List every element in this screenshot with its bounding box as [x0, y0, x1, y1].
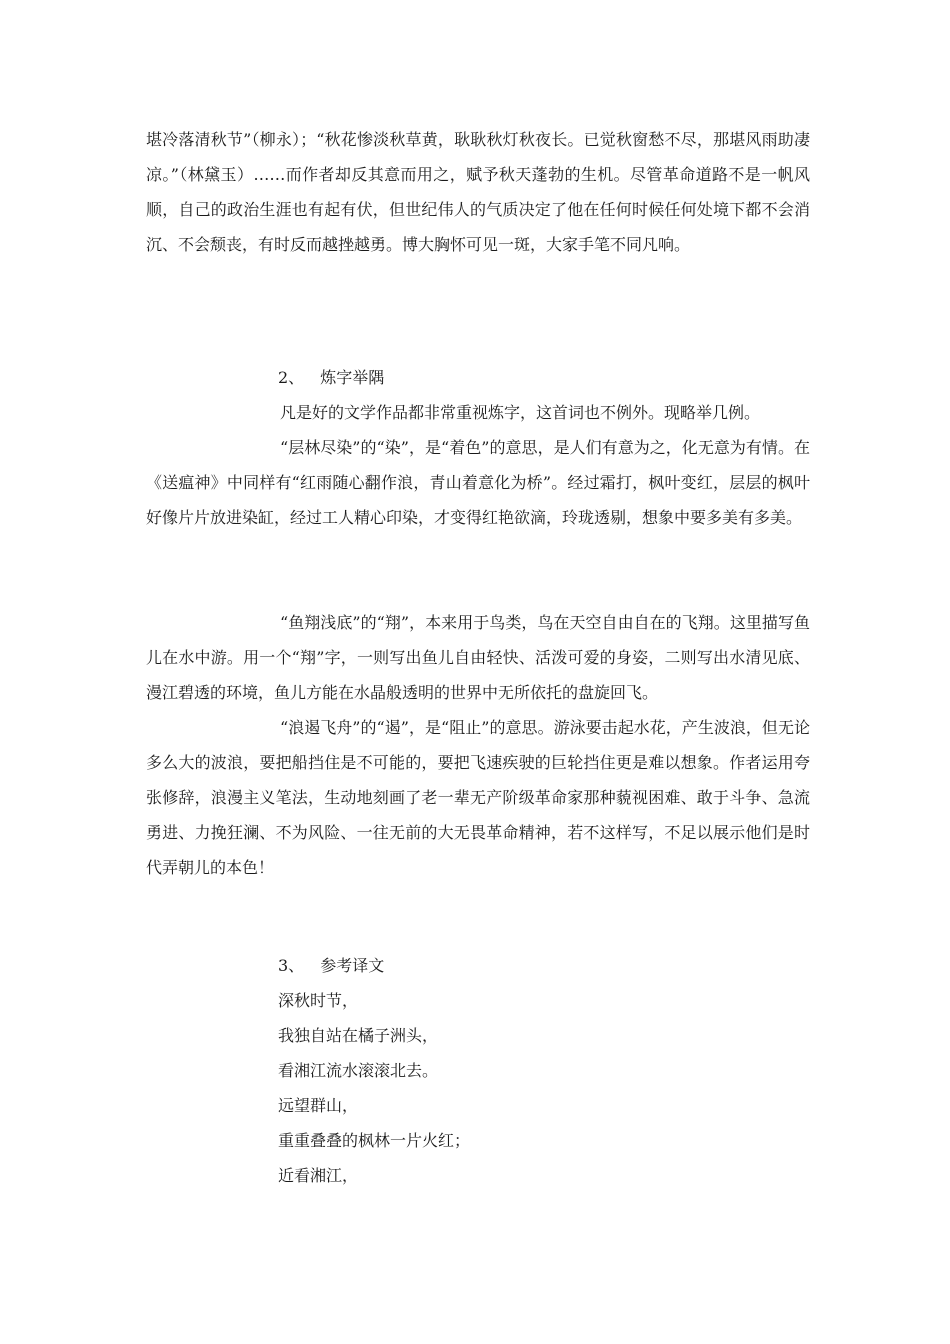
verse-line: 重重叠叠的枫林一片火红； [278, 1131, 471, 1150]
verse-line: 远望群山， [278, 1096, 359, 1115]
section-2-paragraph-1: “层林尽染”的“染”，是“着色”的意思，是人们有意为之，化无意为有情。在《送瘟神》中同样有“红雨随心翻作浪，青山着意化为桥”。经过霜打，枫叶变红，层层的枫叶好像片片放进染缸，经过工人精心印染，才变得红艳欲滴，玲珑透剔，想象中要多美有多美。 [146, 438, 810, 527]
intro-paragraph: 堪冷落清秋节”（柳永）；“秋花惨淡秋草黄，耿耿秋灯秋夜长。已觉秋窗愁不尽，那堪风雨助凄凉。”（林黛玉）……而作者却反其意而用之，赋予秋天蓬勃的生机。尽管革命道路不是一帆风顺，自己的政治生涯也有起有伏，但世纪伟人的气质决定了他在任何时候任何处境下都不会消沉、不会颓丧，有时反而越挫越勇。博大胸怀可见一斑，大家手笔不同凡响。 [146, 130, 810, 254]
verse-line: 看湘江流水滚滚北去。 [278, 1061, 439, 1080]
section-3-title: 参考译文 [320, 956, 385, 975]
verse-line: 深秋时节， [278, 991, 359, 1010]
section-2-intro: 凡是好的文学作品都非常重视炼字，这首词也不例外。现略举几例。 [280, 403, 761, 422]
section-2-title: 炼字举隅 [320, 368, 385, 387]
section-3-number: 3、 [278, 956, 305, 975]
section-2-heading [278, 360, 384, 395]
section-2-paragraph-3: “浪遏飞舟”的“遏”，是“阻止”的意思。游泳要击起水花，产生波浪，但无论多么大的波浪，要把船挡住是不可能的，要把飞速疾驶的巨轮挡住更是难以想象。作者运用夸张修辞，浪漫主义笔法，生动地刻画了老一辈无产阶级革命家那种藐视困难、敢于斗争、急流勇进、力挽狂澜、不为风险、一往无前的大无畏革命精神，若不这样写，不足以展示他们是时代弄朝儿的本色！ [146, 718, 810, 877]
section-3-heading [278, 948, 384, 983]
verse-line: 我独自站在橘子洲头， [278, 1026, 439, 1045]
section-2-number: 2、 [278, 368, 305, 387]
verse-line: 近看湘江， [278, 1166, 359, 1185]
section-2-paragraph-2: “鱼翔浅底”的“翔”，本来用于鸟类，鸟在天空自由自在的飞翔。这里描写鱼儿在水中游。用一个“翔”字，一则写出鱼儿自由轻快、活泼可爱的身姿，二则写出水清见底、漫江碧透的环境，鱼儿方能在水晶般透明的世界中无所依托的盘旋回飞。 [146, 613, 810, 702]
translation-verse [278, 983, 470, 1193]
